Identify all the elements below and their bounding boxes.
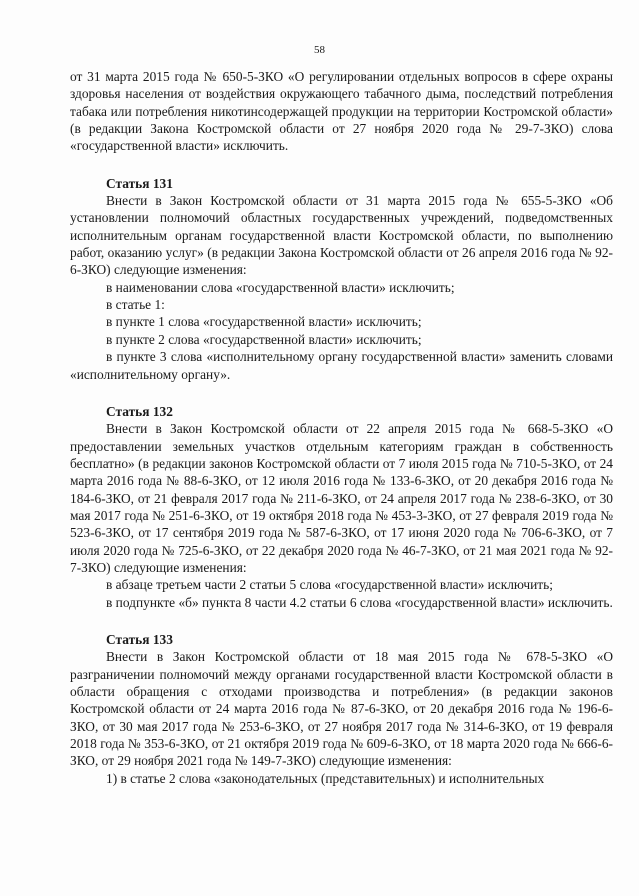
article-131-item: в статье 1: — [106, 297, 165, 313]
article-lead-132: Внести в Закон Костромской области от 22 апреля 2015 года № 668-5-ЗКО «О предоставлении земельных участков отдельным категориям граждан в собственность бесплатно» (в редакции законов Костромской области от 7 июля 2015 года № 710-5-ЗКО, от 24 марта 2016 года № 88-6-ЗКО, от 12 июля 2016 года № 133-6-ЗКО, от 20 декабря 2016 года № 184-6-ЗКО, от 21 февраля 2017 года № 211-6-ЗКО, от 24 апреля 2017 года № 238-6-ЗКО, от 30 мая 2017 года № 251-6-ЗКО, от 19 октября 2018 года № 453-3-ЗКО, от 27 февраля 2019 года № 523-6-ЗКО, от 17 сентября 2019 года № 587-6-ЗКО, от 17 июня 2020 года № 706-6-ЗКО, от 7 июля 2020 года № 725-6-ЗКО, от 22 декабря 2020 года № 46-7-ЗКО, от 21 мая 2021 года № 92-7-ЗКО) следующие изменения: — [70, 421, 613, 575]
article-131-item: в пункте 3 слова «исполнительному органу государственной власти» заменить словами «исполнительному органу». — [70, 349, 613, 382]
article-heading-132: Статья 132 — [106, 403, 173, 419]
article-131-item: в пункте 2 слова «государственной власти» исключить; — [106, 331, 422, 347]
article-132-item: в подпункте «б» пункта 8 части 4.2 статьи 6 слова «государственной власти» исключить. — [106, 594, 613, 610]
article-131-item: в пункте 1 слова «государственной власти» исключить; — [106, 314, 422, 330]
article-133-item: 1) в статье 2 слова «законодательных (представительных) и исполнительных — [106, 770, 545, 786]
article-heading-133: Статья 133 — [106, 631, 173, 647]
article-heading-131: Статья 131 — [106, 175, 173, 191]
intro-paragraph: от 31 марта 2015 года № 650-5-ЗКО «О регулировании отдельных вопросов в сфере охраны здоровья населения от воздействия окружающего табачного дыма, последствий потребления табака или потребления никотинсодержащей продукции на территории Костромской области» (в редакции Закона Костромской области от 27 ноября 2020 года № 29-7-ЗКО) слова «государственной власти» исключить. — [70, 69, 613, 154]
article-132-item: в абзаце третьем части 2 статьи 5 слова «государственной власти» исключить; — [106, 577, 553, 593]
page-number: 58 — [314, 44, 325, 56]
article-lead-133: Внести в Закон Костромской области от 18 мая 2015 года № 678-5-ЗКО «О разграничении полномочий между органами государственной власти Костромской области в области обращения с отходами производства и потребления» (в редакции законов Костромской области от 24 марта 2016 года № 87-6-ЗКО, от 20 декабря 2016 года № 196-6-ЗКО, от 30 мая 2017 года № 253-6-ЗКО, от 27 ноября 2017 года № 314-6-ЗКО, от 19 февраля 2018 года № 353-6-ЗКО, от 21 октября 2019 года № 609-6-ЗКО, от 18 марта 2020 года № 666-6-ЗКО, от 29 ноября 2021 года № 149-7-ЗКО) следующие изменения: — [70, 649, 613, 769]
document-body — [70, 68, 613, 787]
article-lead-131: Внести в Закон Костромской области от 31 марта 2015 года № 655-5-ЗКО «Об установлении полномочий областных государственных учреждений, подведомственных исполнительным органам государственной власти Костромской области, по выполнению работ, оказанию услуг» (в редакции Закона Костромской области от 26 апреля 2016 года № 92-6-ЗКО) следующие изменения: — [70, 193, 613, 278]
article-131-item: в наименовании слова «государственной власти» исключить; — [106, 279, 455, 295]
